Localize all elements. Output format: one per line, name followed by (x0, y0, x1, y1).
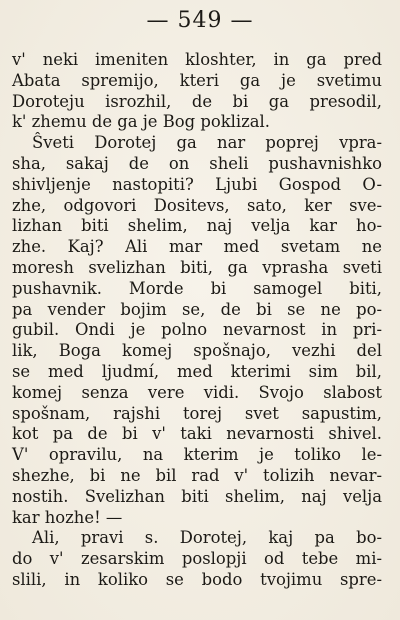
page-body (12, 50, 382, 591)
text-line: se med ljudmí, med kterimi sim bil, (12, 361, 382, 381)
text-line: zhe. Kaj? Ali mar med svetam ne (12, 237, 382, 257)
text-line: sha, sakaj de on sheli pushavnishko (12, 153, 382, 173)
text-line: k' zhemu de ga je Bog poklizal. (12, 112, 270, 132)
text-line: gubil. Ondi je polno nevarnost in pri- (12, 320, 382, 340)
text-line: slili, in koliko se bodo tvojimu spre- (12, 569, 382, 589)
text-line: Ali, pravi s. Dorotej, kaj pa bo- (32, 528, 382, 548)
text-line: komej senza vere vidi. Svojo slabost (12, 382, 382, 402)
text-line: nostih. Svelizhan biti shelim, naj velja (12, 486, 382, 506)
text-line: do v' zesarskim poslopji od tebe mi- (12, 549, 382, 569)
text-line: V' opravilu, na kterim je toliko le- (12, 445, 382, 465)
text-line: kar hozhe! — (12, 507, 123, 527)
text-line: shivljenje nastopiti? Ljubi Gospod O- (12, 174, 382, 194)
text-line: pushavnik. Morde bi samogel biti, (12, 278, 382, 298)
text-line: v' neki imeniten kloshter, in ga pred (12, 50, 382, 69)
text-line: lizhan biti shelim, naj velja kar ho- (12, 216, 382, 236)
text-line: Abata spremijo, kteri ga je svetimu (12, 70, 382, 90)
text-line: zhe, odgovori Dositevs, sato, ker sve- (12, 195, 382, 215)
text-line: kot pa de bi v' taki nevarnosti shivel. (12, 424, 382, 444)
text-line: Doroteju isrozhil, de bi ga presodil, (12, 91, 382, 111)
text-line: moresh svelizhan biti, ga vprasha sveti (12, 257, 382, 277)
text-line: shezhe, bi ne bil rad v' tolizih nevar- (12, 465, 382, 485)
text-line: Ŝveti Dorotej ga nar poprej vpra- (32, 133, 382, 153)
text-line: lik, Boga komej spošnajo, vezhi del (12, 341, 382, 361)
text-line: spošnam, rajshi torej svet sapustim, (12, 403, 382, 423)
page-number: — 549 — (146, 8, 254, 33)
text-line: pa vender bojim se, de bi se ne po- (12, 299, 382, 319)
